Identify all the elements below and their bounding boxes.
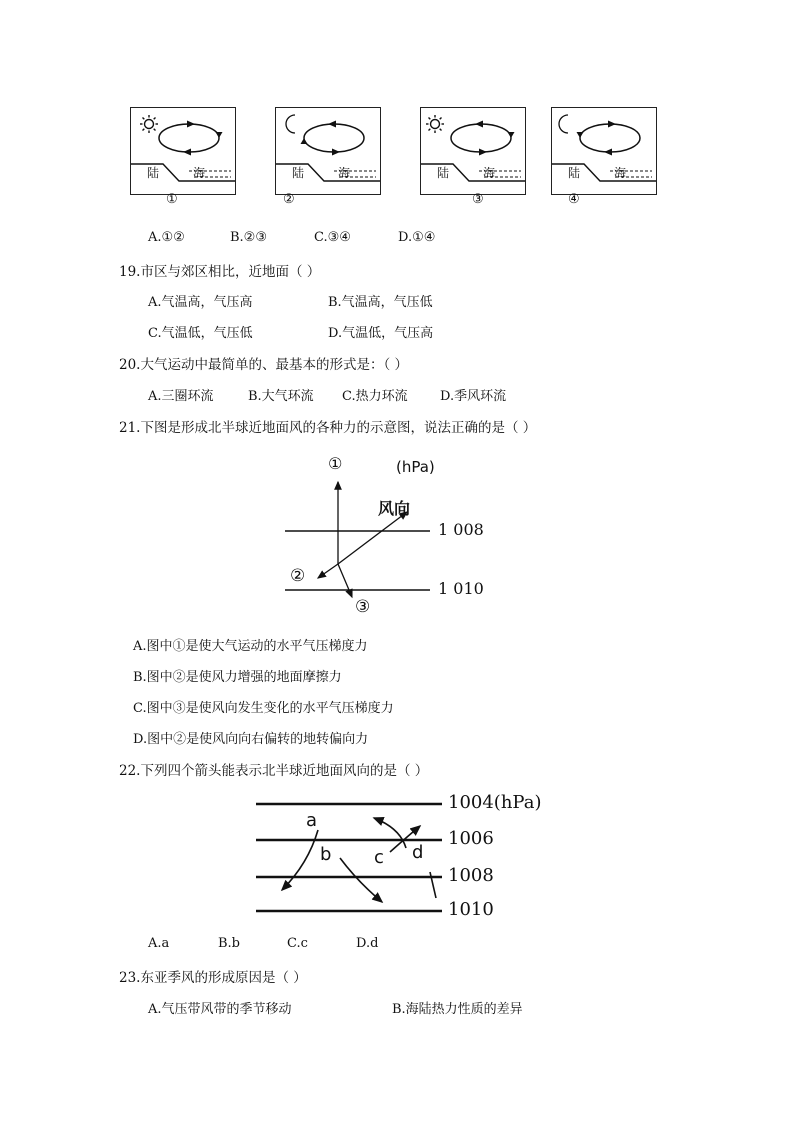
option-c[interactable]: C.热力环流 [342,389,408,404]
arrow-label-d: d [412,842,424,863]
land-label: 陆 [147,166,160,180]
land-label: 陆 [437,166,450,180]
option-b[interactable]: B.气温高，气压低 [328,295,433,310]
isobar-arrows-diagram [250,792,560,924]
question-23-stem: 23.东亚季风的形成原因是（ ） [119,970,307,986]
option-a[interactable]: A.a [148,936,170,951]
panel-number: ② [283,192,295,207]
wind-direction-label: 风向 [378,499,411,518]
panel-1 [130,107,236,195]
panel-number: ④ [568,192,580,207]
option-a[interactable]: A.气压带风带的季节移动 [148,1002,292,1017]
option-d[interactable]: D.d [356,936,379,951]
panel-4 [551,107,657,195]
forces-diagram [280,452,490,624]
option-d[interactable]: D.季风环流 [440,389,507,404]
option-a[interactable]: A.①② [148,230,185,245]
option-b[interactable]: B.大气环流 [248,389,314,404]
pressure-unit-label: (hPa) [396,458,435,476]
question-19-stem: 19.市区与郊区相比，近地面（ ） [119,264,321,280]
isobar-label: 1010 [448,899,494,920]
panel-3 [420,107,526,195]
option-b[interactable]: B.海陆热力性质的差异 [392,1002,523,1017]
land-label: 陆 [292,166,305,180]
arrow-label-b: b [320,844,332,865]
option-a[interactable]: A.三圈环流 [148,389,214,404]
force-marker-2: ② [290,566,306,586]
force-marker-3: ③ [355,597,371,617]
question-21-stem: 21.下图是形成北半球近地面风的各种力的示意图，说法正确的是（ ） [119,420,537,436]
sun-icon [140,115,158,133]
option-d[interactable]: D.气温低，气压高 [328,326,434,341]
sea-label: 海 [338,166,351,180]
sun-icon [426,115,444,133]
question-20-stem: 20.大气运动中最简单的、最基本的形式是：（ ） [119,357,409,373]
moon-icon [286,115,295,133]
option-a[interactable]: A.图中①是使大气运动的水平气压梯度力 [133,639,368,654]
isobar-label: 1 008 [438,520,484,539]
force-marker-1: ① [328,454,343,473]
option-c[interactable]: C.图中③是使风向发生变化的水平气压梯度力 [133,701,394,716]
sea-label: 海 [193,166,206,180]
moon-icon [559,115,568,133]
isobar-label: 1004(hPa) [448,792,542,813]
panel-2 [275,107,381,195]
option-b[interactable]: B.图中②是使风力增强的地面摩擦力 [133,670,342,685]
panel-number: ③ [472,192,484,207]
option-c[interactable]: C.c [287,936,308,951]
option-d[interactable]: D.①④ [398,230,436,245]
isobar-label: 1 010 [438,579,484,598]
sea-label: 海 [483,166,496,180]
sea-label: 海 [614,166,627,180]
question-22-stem: 22.下列四个箭头能表示北半球近地面风向的是（ ） [119,763,429,779]
panel-number: ① [166,192,178,207]
option-a[interactable]: A.气温高，气压高 [148,295,253,310]
option-c[interactable]: C.气温低，气压低 [148,326,253,341]
land-label: 陆 [568,166,581,180]
arrow-label-c: c [374,847,384,868]
option-b[interactable]: B.②③ [230,230,267,245]
option-b[interactable]: B.b [218,936,241,951]
isobar-label: 1008 [448,865,494,886]
option-c[interactable]: C.③④ [314,230,351,245]
arrow-label-a: a [306,810,318,831]
option-d[interactable]: D.图中②是使风向向右偏转的地转偏向力 [133,732,369,747]
isobar-label: 1006 [448,828,494,849]
